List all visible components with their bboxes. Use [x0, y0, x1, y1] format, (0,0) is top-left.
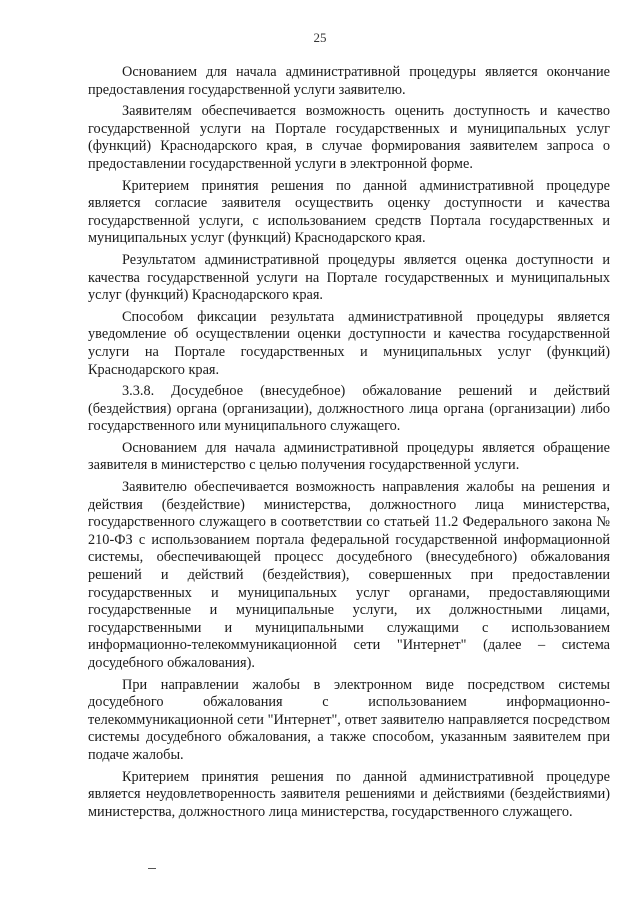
section-heading-paragraph: 3.3.8. Досудебное (внесудебное) обжалование решений и действий (бездействия) органа (организации), должностного лица органа (организации) либо государственного или муниципального служащего.: [88, 383, 610, 435]
paragraph: Критерием принятия решения по данной административной процедуре является неудовлетворенность заявителя решениями и действиями (бездействиями) министерства, должностного лица министерства, государственного служащего.: [88, 768, 610, 820]
document-body: [88, 64, 610, 821]
paragraph: Результатом административной процедуры является оценка доступности и качества государственной услуги на Портале государственных и муниципальных услуг (функций) Краснодарского края.: [88, 251, 610, 304]
paragraph: Критерием принятия решения по данной административной процедуре является согласие заявителя осуществить оценку доступности и качества государственной услуги, с использованием средств Портала государственных и муниципальных услуг (функций) Краснодарского края.: [88, 177, 610, 247]
paragraph: При направлении жалобы в электронном виде посредством системы досудебного обжалования с использованием информационно-телекоммуникационной сети "Интернет", ответ заявителю направляется посредством системы досудебного обжалования, а также способом, указанным заявителем при подаче жалобы.: [88, 676, 610, 763]
paragraph: Основанием для начала административной процедуры является обращение заявителя в министерство с целью получения государственной услуги.: [88, 439, 610, 474]
page-number: 25: [313, 30, 327, 45]
paragraph: Основанием для начала административной процедуры является окончание предоставления государственной услуги заявителю.: [88, 64, 610, 98]
scan-mark: [148, 868, 156, 869]
paragraph: Способом фиксации результата административной процедуры является уведомление об осуществлении оценки доступности и качества государственной услуги на Портале государственных и муниципальных услуг (функций) Краснодарского края.: [88, 308, 610, 378]
paragraph: Заявителям обеспечивается возможность оценить доступность и качество государственной услуги на Портале государственных и муниципальных услуг (функций) Краснодарского края, в случае формирования заявителем запроса о предоставлении государственной услуги в электронной форме.: [88, 103, 610, 172]
paragraph: Заявителю обеспечивается возможность направления жалобы на решения и действия (бездействие) министерства, должностного лица министерства, государственного служащего в соответствии со статьей 11.2 Федерального закона № 210-ФЗ с использованием портала федеральной государственной информационной системы, обеспечивающей процесс досудебного (внесудебного) обжалования решений и действий (бездействия), совершенных при предоставлении государственных и муниципальных услуг органами, предоставляющими государственные и муниципальные услуги, их должностными лицами, государственными и муниципальными служащими с использованием информационно-телекоммуникационной сети "Интернет" (далее – система досудебного обжалования).: [88, 479, 610, 671]
